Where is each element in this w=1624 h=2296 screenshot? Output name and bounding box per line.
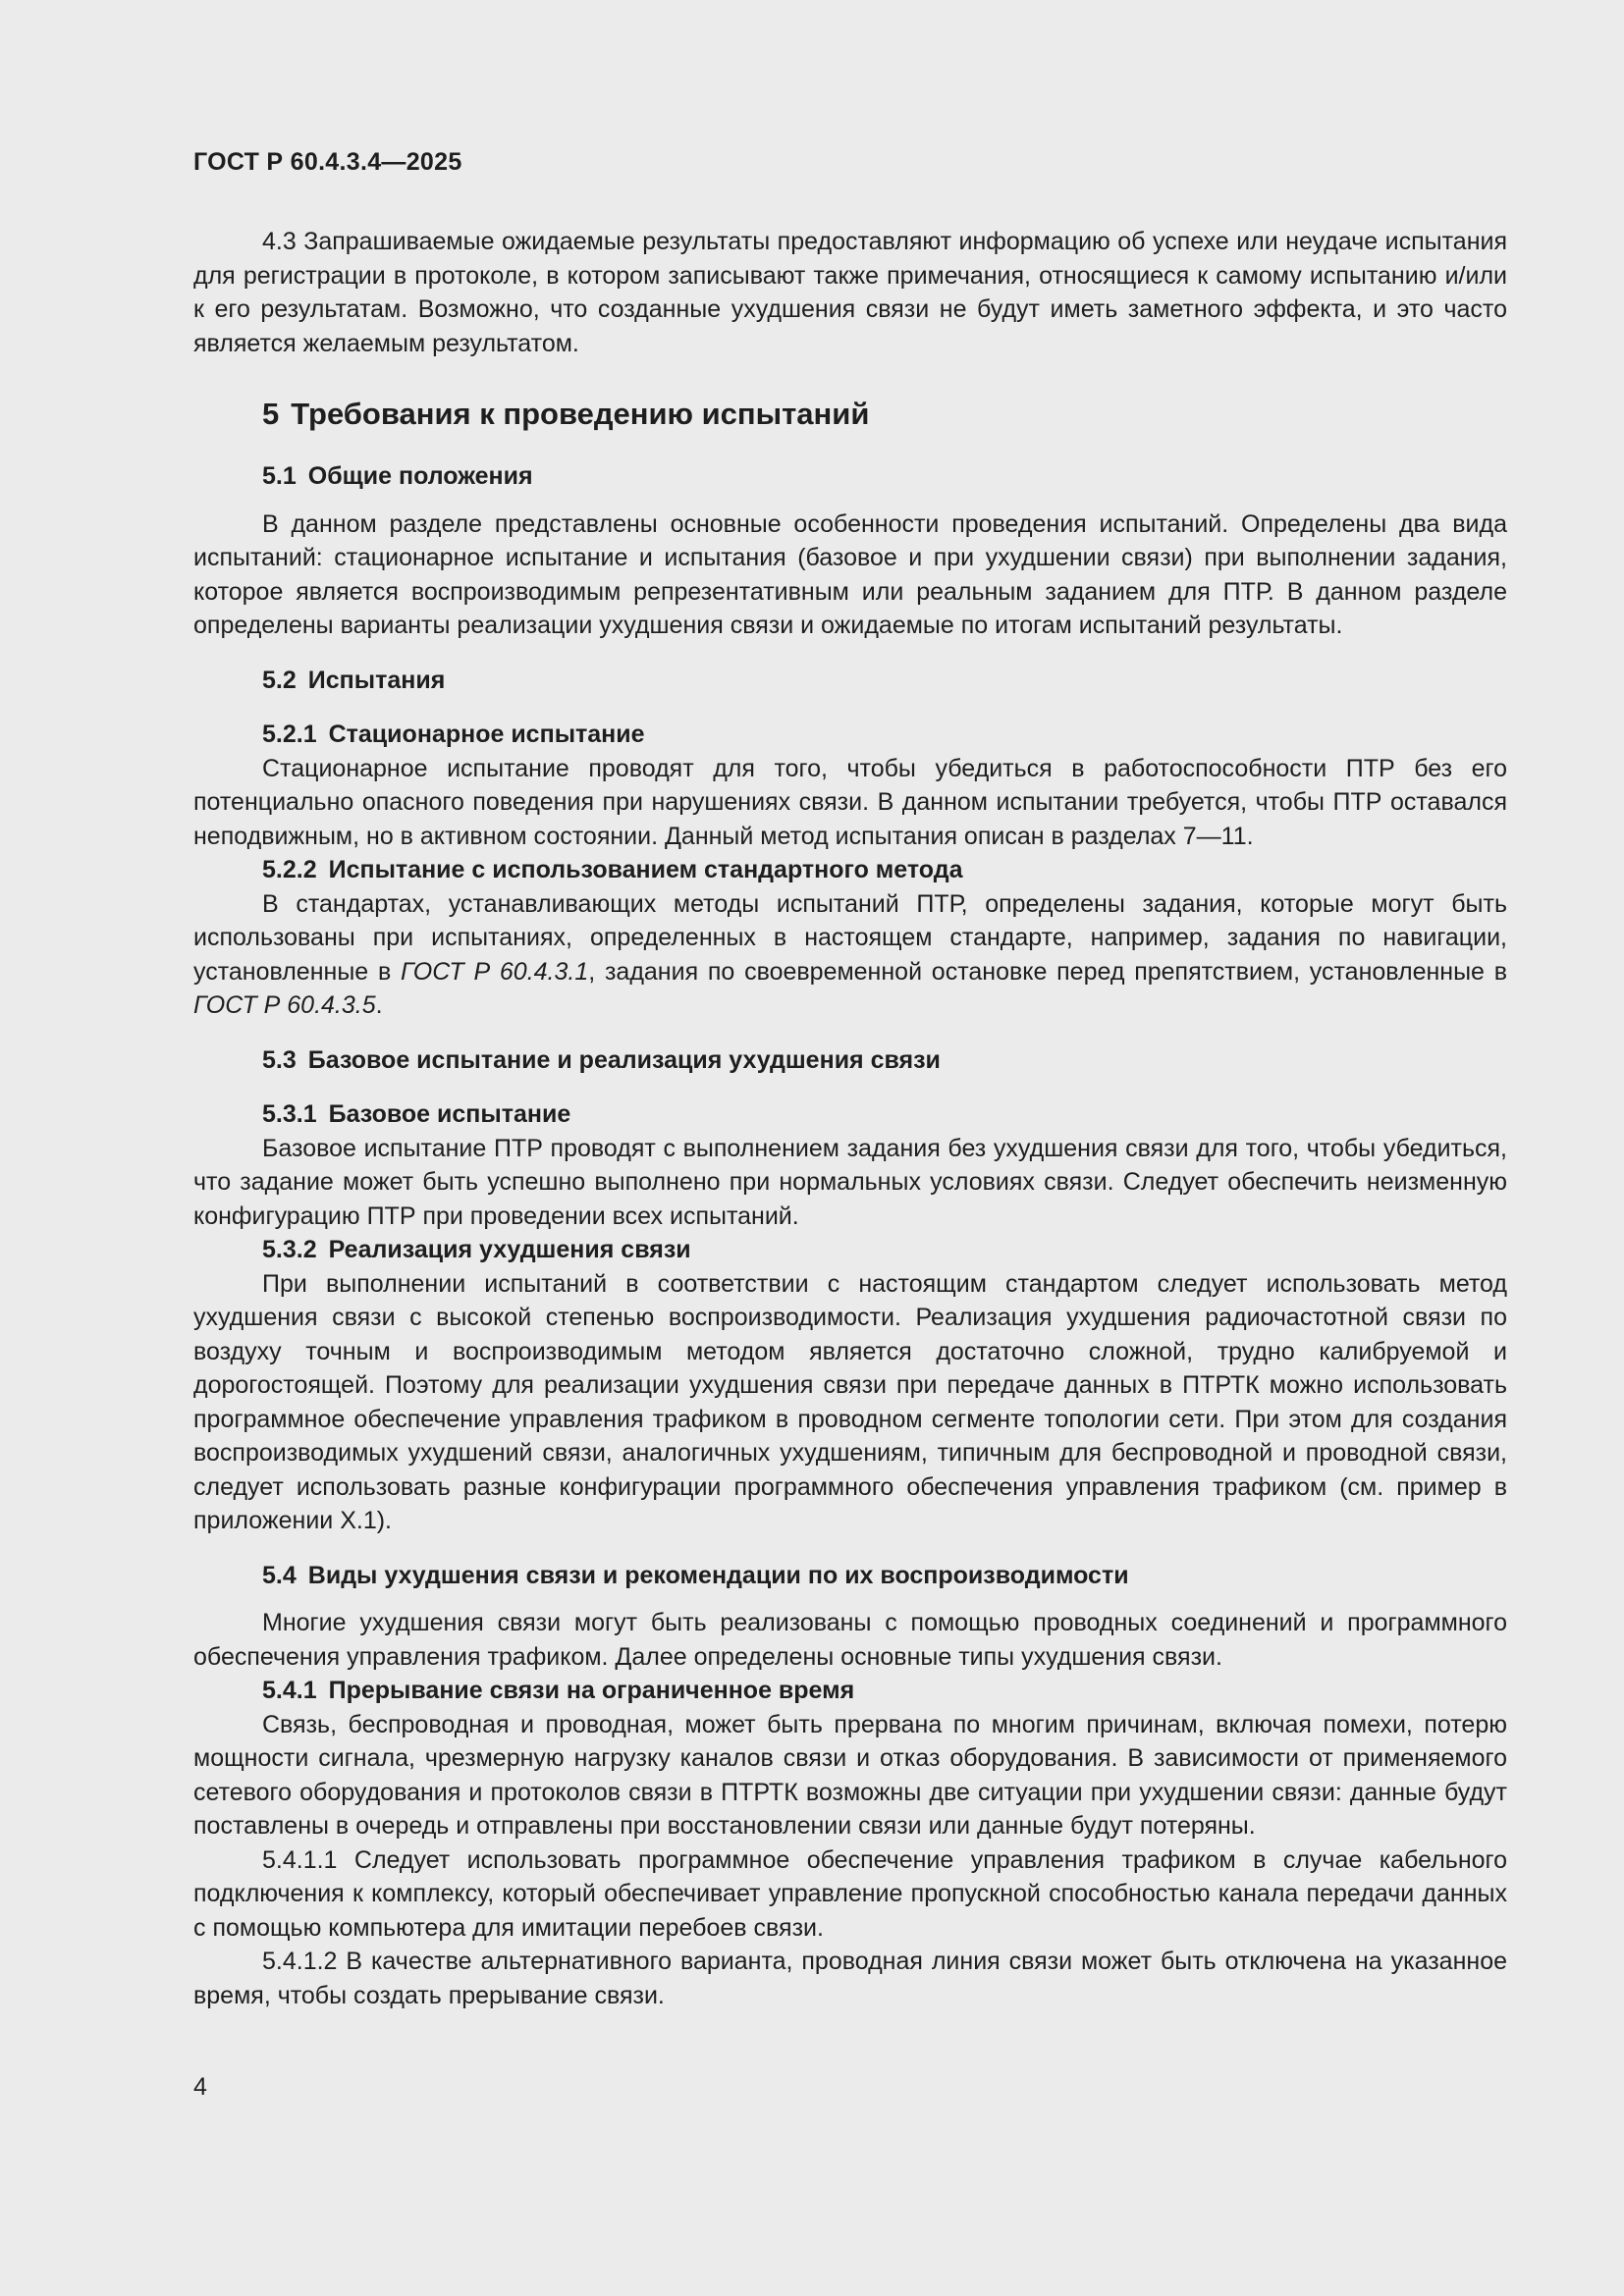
document-header: ГОСТ Р 60.4.3.4—2025 [193,148,462,176]
section-number: 5.4 [262,1561,297,1589]
section-title: Базовое испытание и реализация ухудшения связи [307,1045,941,1074]
paragraph-5-2-2 [193,887,1507,1023]
section-number: 5.2 [262,666,297,694]
section-title: Испытание с использованием стандартного метода [328,856,963,883]
paragraph-5-1: В данном разделе представлены основные особенности проведения испытаний. Определены два вида испытаний: стационарное испытание и испытания (базовое и при ухудшении связи) при выполнении задания, которое является воспроизводимым репрезентативным или реальным заданием для ПТР. В данном разделе определены варианты реализации ухудшения связи и ожидаемые по итогам испытаний результаты. [193,509,1507,639]
paragraph-4-3: 4.3 Запрашиваемые ожидаемые результаты предоставляют информацию об успехе или неудаче испытания для регистрации в протоколе, в котором записывают также примечания, относящиеся к самому испытанию и/или к его результатам. Возможно, что созданные ухудшения связи не будут иметь заметного эффекта, и это часто является желаемым результатом. [193,228,1507,357]
document-body [193,225,1507,2012]
paragraph-5-3-2: При выполнении испытаний в соответствии с настоящим стандартом следует использовать метод ухудшения связи с высокой степенью воспроизводимости. Реализация ухудшения радиочастотной связи по воздуху точным и воспроизводимым методом является достаточно сложной, трудно калибруемой и дорогостоящей. Поэтому для реализации ухудшения связи при передаче данных в ПТРТК можно использовать программное обеспечение управления трафиком в проводном сегменте топологии сети. При этом для создания воспроизводимых ухудшений связи, аналогичных ухудшениям, типичным для беспроводной и проводной связи, следует использовать разные конфигурации программного обеспечения управления трафиком (см. пример в приложении Х.1). [193,1269,1507,1534]
section-number: 5.3.1 [262,1100,317,1128]
section-number: 5.2.2 [262,856,317,883]
paragraph-text: В стандартах, устанавливающих методы испытаний ПТР, определены задания, которые могут быть использованы при испытаниях, определенных в настоящем стандарте, например, задания по навигации, установленные в [193,889,1507,986]
section-5-3-1-heading [262,1097,1507,1132]
paragraph-5-3-1: Базовое испытание ПТР проводят с выполнением задания без ухудшения связи для того, чтобы убедиться, что задание может быть успешно выполнено при нормальных условиях связи. Следует обеспечить неизменную конфигурацию ПТР при проведении всех испытаний. [193,1134,1507,1230]
paragraph-5-4-1-2: 5.4.1.2 В качестве альтернативного варианта, проводная линия связи может быть отключена на указанное время, чтобы создать прерывание связи. [193,1948,1507,2009]
standard-reference: ГОСТ Р 60.4.3.5 [193,991,376,1019]
section-5-2-2-heading [262,853,1507,887]
section-title: Прерывание связи на ограниченное время [328,1677,855,1704]
section-5-4-1-heading [262,1674,1507,1708]
paragraph-5-2-1: Стационарное испытание проводят для того, чтобы убедиться в работоспособности ПТР без его потенциально опасного поведения при нарушениях связи. В данном испытании требуется, чтобы ПТР оставался неподвижным, но в активном состоянии. Данный метод испытания описан в разделах 7—11. [193,754,1507,850]
section-title: Стационарное испытание [328,721,645,748]
section-5-2-heading [262,664,1507,698]
section-5-heading [262,395,1507,434]
section-title: Виды ухудшения связи и рекомендации по их воспроизводимости [307,1561,1129,1589]
paragraph-text: . [375,991,383,1019]
section-5-3-heading [262,1043,1507,1078]
section-number: 5 [262,397,280,431]
section-title: Испытания [307,666,446,694]
section-5-3-2-heading [262,1233,1507,1267]
section-number: 5.3 [262,1045,297,1074]
section-5-1-heading [262,459,1507,494]
section-number: 5.2.1 [262,721,317,748]
section-number: 5.1 [262,462,297,490]
section-number: 5.4.1 [262,1677,317,1704]
section-title: Базовое испытание [328,1100,571,1128]
paragraph-text: , задания по своевременной остановке перед препятствием, установленные в [588,957,1507,986]
page-number: 4 [193,2073,207,2101]
section-title: Реализация ухудшения связи [328,1236,691,1263]
section-5-2-1-heading [262,718,1507,752]
paragraph-5-4: Многие ухудшения связи могут быть реализованы с помощью проводных соединений и программного обеспечения управления трафиком. Далее определены основные типы ухудшения связи. [193,1609,1507,1671]
paragraph-5-4-1: Связь, беспроводная и проводная, может быть прервана по многим причинам, включая помехи, потерю мощности сигнала, чрезмерную нагрузку каналов связи и отказ оборудования. В зависимости от применяемого сетевого оборудования и протоколов связи в ПТРТК возможны две ситуации при ухудшении связи: данные будут поставлены в очередь и отправлены при восстановлении связи или данные будут потеряны. [193,1710,1507,1840]
section-number: 5.3.2 [262,1236,317,1263]
paragraph-5-4-1-1: 5.4.1.1 Следует использовать программное обеспечение управления трафиком в случае кабельного подключения к комплексу, который обеспечивает управление пропускной способностью канала передачи данных с помощью компьютера для имитации перебоев связи. [193,1845,1507,1942]
section-5-4-heading [262,1559,1507,1593]
section-title: Общие положения [307,462,533,490]
section-title: Требования к проведению испытаний [291,397,870,431]
standard-reference: ГОСТ Р 60.4.3.1 [400,957,589,986]
